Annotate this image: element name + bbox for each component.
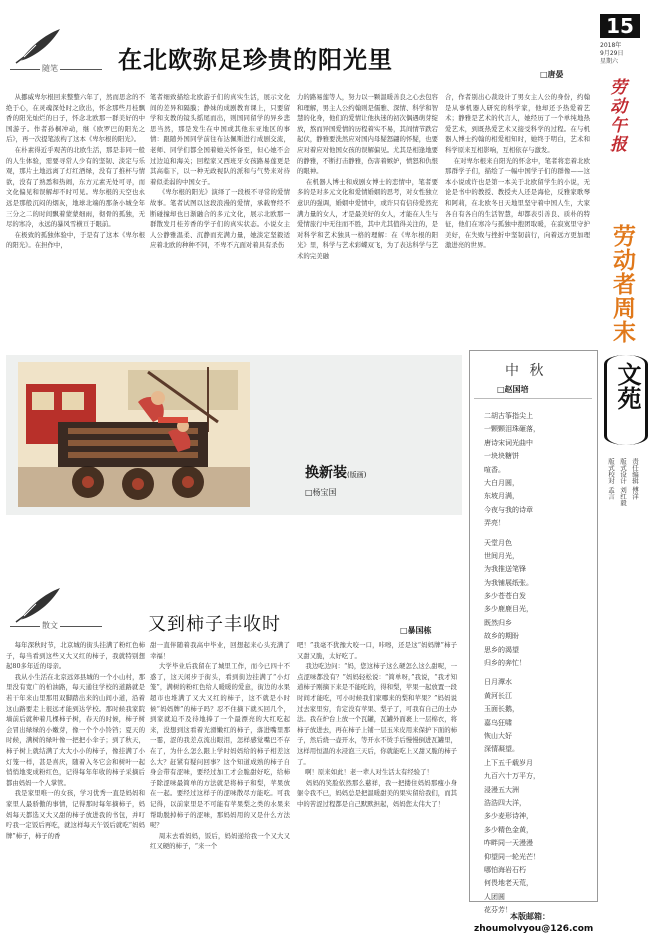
poem-line: 既然归乡 [484, 618, 512, 627]
artwork-title [305, 462, 366, 482]
poem-divider [474, 398, 592, 399]
poem-line: 仰望同一轮光芒！ [484, 852, 540, 861]
poem-line: 归乡的奔忙！ [484, 659, 526, 668]
poem-body [484, 410, 592, 917]
poem-line: 人团圆 [484, 892, 505, 901]
poem-line: 日月潭水 [484, 678, 512, 687]
article2-title: 又到柿子丰收时 [148, 614, 281, 635]
poem-line: 唐诗宋词光曲中 [484, 438, 533, 447]
article2-author: □暴国栋 [400, 626, 432, 635]
article1-col3: 力的路易莲等人，努力以一颗温暖善良之心去包容和理解，男主人公约翰则是儒雅、深情、科学和智慧的化身，他们的爱情让他执迷的初次偶遇萌芽绽放，熬而异国爱情的历程着实不易，其间情节跌宕起伏，静雅要洗然应对国内母疑怒翩的怀疑，也要应对着应对他国女孩的误解偏见。尤其是相逢地要的静雅，不断打击静雅，伤害着嫉妒，愤怒和仇恨的眼神。 在机器人博士和成剧女博士的恋情中，笔者要多的是对多元文化和爱情婚姻的思考，对女性独立意识的强调，婚姻中爱情中，或许只有信侍爱然充满力量的女人，才是最美好的女人，才能在人生与爱情旅行中无往而不胜，其中尤其值得关注的，是对科学和艺术独具一格的理解：在《卑尔根的阳光》里，科学与艺术彩蝶双飞，为了表达科学与艺术的完美融 [297, 93, 438, 260]
poem-line: 多少麦形诗神， [484, 812, 533, 821]
poem-line: 深情凝望。 [484, 745, 519, 754]
poem-author: □赵国培 [497, 385, 529, 394]
article2-col3: 吧！”我毫不犹豫大咬一口，咔嚓，还是这“妈妈牌”柿子又甜又脆，太好吃了。 我边吃边问：“妈，您这柿子这么硬怎么这么甜呢，一点涩味都没有？”妈妈轻松说：“简单呀，”我说，“我才知道柿子刚摘下来是不能吃的，得和梨，苹果一起放置一段时间才能吃，可小时候我们家哪来的梨和苹果？”妈妈说过去家里穷，肯定没有苹果、梨子了，可我有自己的土办法。我在炉台上放一个瓦罐，瓦罐外面裹上一层棉衣，将柿子放进去，再在柿子上铺一层玉米皮用来保护下面的柿子，然后烧一壶开水，等开水不烫手后慢慢倒进瓦罐里，这样用恒温的水浸泡三天后，你就能吃上又甜又脆的柿子了。 啊！原来如此！老一辈人对生活太有经验了！ 妈妈的笑脸依然那么慈祥，我一把搂住妈妈那瘦小身躯令我不已，妈妈总是把温暖甜美的果实留给我们，而其中的苦涩过程都是自己默默担起，妈妈您太伟大了！ [297, 641, 457, 808]
column-name: 文苑 [613, 362, 641, 410]
poem-line: 故乡的期盼 [484, 632, 519, 641]
poem-line: 花芬芳！ [484, 906, 512, 915]
editor-credit-2: 版式设计 刘红毅 [619, 458, 627, 506]
article1-tag: 随笔 [42, 64, 58, 73]
article2-tag: 散文 [42, 621, 58, 630]
feather-icon [14, 25, 64, 65]
artwork-subtitle: (版画) [347, 471, 367, 479]
poem-line: 九百六十万平方， [484, 772, 540, 781]
article2-col2: 甜一直伴随着我高中毕业，回想起来心头充满了幸福！ 大学毕业后我留在了城里工作，而今已四十不惑了，这天闲步于街头，看到街边挂满了“小灯笼”，满树的粉红色给人暖暖的爱意，街边的水果超市也堆满了又大又红的柿子，这不就是小时候“妈妈牌”的柿子吗？忍不住摘下就买回几个，到家就迫不及待地捧了一个最漂亮的大红吃起来，没想到这看着光滑嫩红的柿子，落进嘴里那一霎，涩的我差点流出眼泪，怎样感觉嘴巴不存在了，为什么怎么跟上学时妈妈给的柿子相差这么大？赶紧有疑问回事？这个知道成熟的柿子自身会带有涩味，要经过加工才会脆甜好吃，给柿子除涩味最简单的方法就是将柿子和梨，苹果放在一起。要经过这样子的涩味散尽方能吃。可我记得，以前家里是不可能有苹果梨之类的水果来帮助脱掉柿子的涩味，那妈妈用的又是什么方法呢？ 周末去看妈妈，饭后，妈妈递给我一个又大又红又硬的柿子，“来一个 [150, 641, 290, 851]
poem-line: 哪怕海岩石朽 [484, 865, 526, 874]
poem-line: 一块块糖饼 [484, 452, 519, 461]
poem-line: 黄河长江 [484, 691, 512, 700]
editor-credit-1: 责任编辑 傅洋 [631, 458, 639, 500]
editor-credits [606, 458, 640, 538]
poem-line: 东坡月满， [484, 492, 519, 501]
artwork-author: □杨宝国 [305, 488, 337, 497]
poem-line: 为我推送笔锋 [484, 565, 526, 574]
woodcut-print-image [18, 362, 250, 507]
poem-line: 多少苍苍白发 [484, 592, 526, 601]
date-weekday: 星期六 [600, 58, 619, 65]
poem-line: 多少鹿鹿目光， [484, 605, 533, 614]
poem-line: 思乡的渴望 [484, 645, 519, 654]
article1-author: □唐晏 [540, 70, 564, 79]
poem-line: 浸漫五大洲 [484, 785, 519, 794]
article2-col1: 每年深秋时节，北京城的街头挂满了粉红色柿子，每当看到这些又大又红的柿子，我就特别想起80多年近的母亲。 我从小生活在北京远郊县城的一个小山村，那里没有宽广的柏油路，每天通往学校的道路就是若干年来山里那用双脚踏出来的山间小道，沿着这山路要走上很远才能到达学校。那时候我家院墙前后就种着几棵柿子树，春天的时候，柿子树会冒出绿绿的小嫩芽，像一个个小铃铛；夏天的时候，满树的绿叶像一把把小伞子；到了秋天，柿子树上就结满了大大小小的柿子，像挂满了小灯笼一样，甚是喜庆，随着入冬它会和树叶一起悄悄地变成粉红色，记得每年年收的柿子采摘后都由妈妈一个人掌管。 我是家里唯一的女孩，学习优秀一直是妈妈和家里人最骄傲的事情，记得那时每年摘柿子，妈妈每天都选又大又甜的柿子放进我的书包，并叮咛我一定饭后再吃，就这样每天午饭后就吃“妈妈牌”柿子，柿子的香 [6, 641, 145, 840]
date-line [600, 42, 644, 66]
page-number-box: 15 [600, 14, 640, 38]
article1-col4: 合，作者别出心裁设计了男女主人公的身份，约翰是从事机器人研究的科学家，他却还予热爱着艺术；静雅是艺术的代言人，她经历了一个单纯地热爱艺术，到既热爱艺术又接受科学的过程。在与机器人博士约翰的相爱相知时，她终于明白，艺术和科学原来互相影响，互相依存与激发。 在对卑尔根来自阳光的怀念中，笔者将恋着北欧那群学子们，描绘了一幅中国学子们的群像——这本小说或许也是第一本关于北欧留学生的小说，无论是书中的教授、教授夫人还是海伦，反雅家歌琴和阿莉，在北欧冬日天地里坚守着中国人生，大家各自有各自的生活智慧，却都表引善良、质朴的特征，他们在寒冷与孤独中抱团取暖，在寂寞里守护美好，在失败与挫折中坚韧前行，向着远方更加理激进亮的世界。 [445, 93, 590, 250]
masthead-logo: 劳动午报 [606, 78, 626, 154]
poem-line: 天堂月色 [484, 538, 512, 547]
poem-line: 咋畔同一天漫漫 [484, 839, 533, 848]
section-name: 劳动者周末 [609, 224, 635, 344]
poem-line: 玉面长鹅， [484, 705, 519, 714]
article1-title: 在北欧弥足珍贵的阳光里 [118, 46, 393, 74]
poem-line: 上下五千载岁月 [484, 758, 533, 767]
poem-line: 浩浩四大洋， [484, 798, 526, 807]
poem-line: 一颗颗泪珠砸落， [484, 425, 540, 434]
poem-line: 喧香。 [484, 465, 505, 474]
poem-line: 恢山大好 [484, 731, 512, 740]
poem-line: 世间月光， [484, 551, 519, 560]
feather-icon [14, 584, 64, 624]
poem-title: 中 秋 [505, 363, 547, 379]
date-day: 9月29日 [600, 50, 624, 57]
poem-line: 何畏地老天荒， [484, 879, 533, 888]
poem-line: 今夜与我的诗章 [484, 505, 533, 514]
editor-credit-3: 版式校对 孟言 [607, 458, 615, 500]
footer-email[interactable]: zhoumolvyou@126.com [474, 924, 594, 934]
date-year: 2018年 [600, 42, 622, 49]
poem-line: 多少精色金黄， [484, 825, 533, 834]
poem-line: 为我铺展纸张。 [484, 578, 533, 587]
article1-col2: 笔者细致描绘北欧游子们的真实生活，展示文化间的差异和隔膜；静妹的成剧教育课上，只要留学和支教的镜头摇尾而出，则国同留学的异乡悲思当然，那是发生在中国或其他东亚地区的事情：跟随外国同学前往布达佩斯进行成剧交流，老师、同学们都全国着她关怀备至，但心她不会过边迫和海关；回程家又西班牙女孩路易莲更是其高临下，以一种无政视队的派和与气势来对待着似柔弱的中国女子。 《卑尔根的阳光》演绎了一段极不寻常的爱情故事。笔者试图以这段浪漫的爱情，承载脊经不断碰撞却也日渐融合的多元文化，展示北欧那一群散发月桂芳香的学子们的真实状态。小说女主人公静雅温柔、沉静而充满力量，她淡定坚毅适应着北欧的种种不同，不卑不亢面对着具有杀伤 [150, 93, 290, 250]
poem-line: 嘉乌狂啸 [484, 718, 512, 727]
article1-col1: 从挪威卑尔根回来整整六年了，然而思念的不绝于心，在灵魂深处时之欣出，怀念那些月桂飘香的阳光灿烂的日子，怀念北欧那一群美好的中国游子。作者孙桐冲动，继《欧罗巴的阳光之后》，再一次提笔浓构了这本《卑尔根的阳光》。 在朴素得近乎观苦的北欧生活，那是非同一般的人生体验，需要寻常人少有的坚韧、淡定与乐观，那片土地远离了灯红酒绿，没有了推杯与情欲，没有了熟悉和热闹，东方元素无处可寻，而文化偏见和误解却不时可见。卑尔根的天空也永远是那般沉闷的烟灰，地球北端的那条小城全年三分之二的时间飘着蒙蒙细雨，彻骨的孤独，无尽的寒冷，永远的暴风雪横亘于眼前。 在极致的孤独体验中，于是有了这本《卑尔根的阳光》。在担作中， [6, 93, 145, 250]
poem-line: 大白月圆， [484, 478, 519, 487]
poem-line: 弄亮！ [484, 519, 505, 528]
artwork-title-text: 换新装 [305, 465, 347, 481]
poem-line: 二胡古筝指尖上 [484, 412, 533, 420]
footer-email-label: 本版邮箱： [510, 912, 550, 921]
